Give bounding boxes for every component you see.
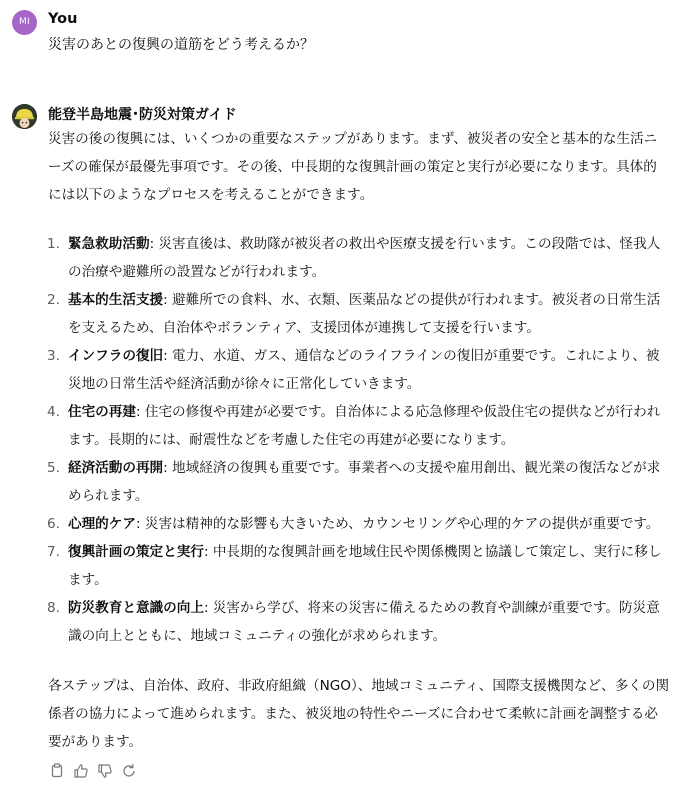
step-description: : 住宅の修復や再建が必要です。自治体による応急修理や仮設住宅の提供などが行われます。長期的には、耐震性などを考慮した住宅の再建が必要になります。 <box>68 404 661 448</box>
step-description: : 災害は精神的な影響も大きいため、カウンセリングや心理的ケアの提供が重要です。 <box>135 516 660 532</box>
step-number: 2. <box>47 292 60 308</box>
recovery-step-item <box>48 510 672 538</box>
copy-icon[interactable] <box>48 762 66 780</box>
recovery-steps-list <box>48 230 672 650</box>
step-term: 経済活動の再開 <box>68 460 164 476</box>
assistant-intro-paragraph: 災害の後の復興には、いくつかの重要なステップがあります。まず、被災者の安全と基本的な生活ニーズの確保が最優先事項です。その後、中長期的な復興計画の策定と実行が必要になります。具体的には以下のようなプロセスを考えることができます。 <box>48 131 658 203</box>
recovery-step-item <box>48 594 672 650</box>
thumbs-up-icon[interactable] <box>72 762 90 780</box>
thumbs-down-icon[interactable] <box>96 762 114 780</box>
step-number: 1. <box>47 236 60 252</box>
recovery-step-item <box>48 398 672 454</box>
step-description: : 避難所での食料、水、衣類、医薬品などの提供が行われます。被災者の日常生活を支えるため、自治体やボランティア、支援団体が連携して支援を行います。 <box>68 292 661 336</box>
step-term: 住宅の再建 <box>68 404 136 420</box>
recovery-step-item <box>48 286 672 342</box>
step-term: 復興計画の策定と実行 <box>68 544 204 560</box>
assistant-author-name: 能登半島地震･防災対策ガイド <box>48 107 237 123</box>
step-description: : 中長期的な復興計画を地域住民や関係機関と協議して策定し、実行に移します。 <box>68 544 662 588</box>
step-number: 4. <box>47 404 60 420</box>
assistant-outro-paragraph: 各ステップは、自治体、政府、非政府組織（NGO）、地域コミュニティ、国際支援機関など、多くの関係者の協力によって進められます。また、被災地の特性やニーズに合わせて柔軟に計画を調整する必要があります。 <box>48 678 670 750</box>
assistant-avatar <box>12 104 37 129</box>
step-number: 6. <box>47 516 60 532</box>
step-number: 3. <box>47 348 60 364</box>
step-description: : 災害直後は、救助隊が被災者の救出や医療支援を行います。この段階では、怪我人の治療や避難所の設置などが行われます。 <box>68 236 661 280</box>
step-description: : 地域経済の復興も重要です。事業者への支援や雇用創出、観光業の復活などが求められます。 <box>68 460 661 504</box>
step-term: 基本的生活支援 <box>68 292 164 308</box>
step-number: 8. <box>47 600 60 616</box>
recovery-step-item <box>48 538 672 594</box>
recovery-step-item <box>48 230 672 286</box>
user-avatar: MI <box>12 10 37 35</box>
step-term: 防災教育と意識の向上 <box>68 600 204 616</box>
user-message-text: 災害のあとの復興の道筋をどう考えるか？ <box>48 37 314 53</box>
helmet-icon <box>12 104 37 129</box>
step-term: 心理的ケア <box>68 516 136 532</box>
step-term: インフラの復旧 <box>68 348 164 364</box>
step-number: 7. <box>47 544 60 560</box>
step-description: : 災害から学び、将来の災害に備えるための教育や訓練が重要です。防災意識の向上とともに、地域コミュニティの強化が求められます。 <box>68 600 660 644</box>
recovery-step-item <box>48 342 672 398</box>
regenerate-icon[interactable] <box>120 762 138 780</box>
recovery-step-item <box>48 454 672 510</box>
step-term: 緊急救助活動 <box>68 236 150 252</box>
user-author-name: You <box>48 11 78 27</box>
step-description: : 電力、水道、ガス、通信などのライフラインの復旧が重要です。これにより、被災地の日常生活や経済活動が徐々に正常化していきます。 <box>68 348 660 392</box>
step-number: 5. <box>47 460 60 476</box>
